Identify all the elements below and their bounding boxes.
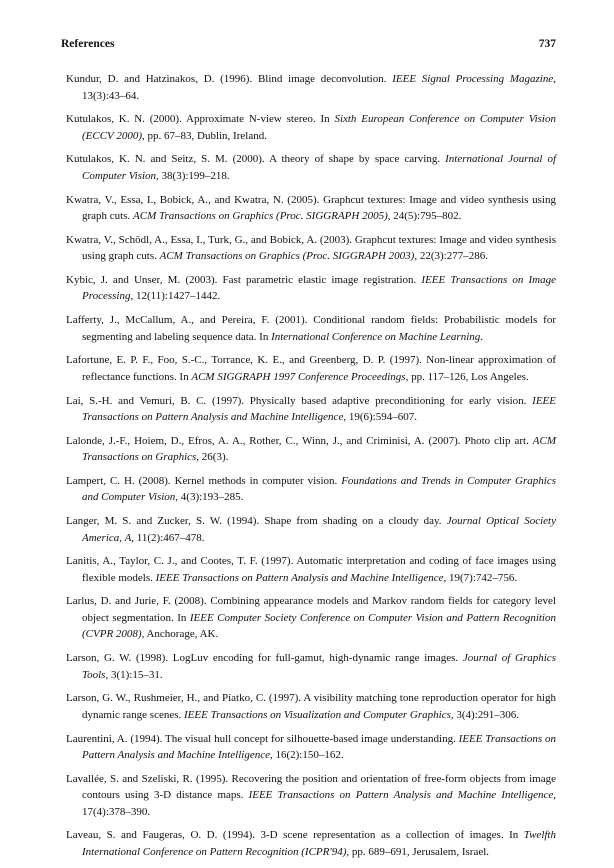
reference-list [66,71,556,868]
reference-venue: IEEE Signal Processing Magazine [392,73,554,85]
reference-venue: IEEE Transactions on Pattern Analysis and Machine Intelligence [82,732,556,761]
page-number: 737 [538,38,556,50]
reference-authors-title: Kutulakos, K. N. (2000). Approximate N-view stereo. In [66,113,335,126]
reference-entry [66,111,556,144]
reference-venue: IEEE Transactions on Image Processing [82,273,556,303]
reference-details: , 26(3). [196,451,229,464]
reference-venue: Journal of Graphics Tools [82,652,556,681]
reference-details: , pp. 117–126, Los Angeles. [405,370,529,383]
reference-authors-title: Kybic, J. and Unser, M. (2003). Fast parametric elastic image registration. [66,273,422,286]
reference-venue: Foundations and Trends in Computer Graphics and Computer Vision [82,474,556,504]
reference-entry [66,473,556,506]
reference-venue: ACM Transactions on Graphics (Proc. SIGGRAPH 2005) [133,210,388,223]
reference-authors-title: Lampert, C. H. (2008). Kernel methods in computer vision. [66,474,342,487]
reference-authors-title: Larlus, D. and Jurie, F. (2008). Combining appearance models and Markov random fields for category level object segmentation. In [66,595,556,624]
reference-venue: International Journal of Computer Vision [82,153,556,182]
reference-venue: ACM SIGGRAPH 1997 Conference Proceedings [191,370,406,383]
reference-details: , 13(3):43–64. [82,73,556,102]
reference-authors-title: Lafortune, E. P. F., Foo, S.-C., Torrance, K. E., and Greenberg, D. P. (1997). Non-linear approximation of reflectance functions. In [66,354,556,383]
reference-details: , 19(7):742–756. [443,571,518,584]
reference-authors-title: Lanitis, A., Taylor, C. J., and Cootes, T. F. (1997). Automatic interpretation and coding of face images using flexible models. [66,555,556,584]
section-title: References [61,38,115,50]
reference-entry [66,272,556,305]
reference-authors-title: Langer, M. S. and Zucker, S. W. (1994). Shape from shading on a cloudy day. [66,515,447,528]
reference-entry [66,593,556,643]
reference-entry [66,433,556,466]
reference-details: , pp. 689–691, Jerusalem, Israel. [346,845,490,858]
reference-entry [66,352,556,385]
reference-entry [66,393,556,426]
reference-authors-title: Laurentini, A. (1994). The visual hull concept for silhouette-based image understanding. [66,732,459,745]
reference-authors-title: Larson, G. W. (1998). LogLuv encoding for full-gamut, high-dynamic range images. [66,652,463,665]
reference-details: , 17(4):378–390. [82,789,556,818]
reference-venue: Twelfth International Conference on Pattern Recognition (ICPR'94) [82,829,556,858]
reference-details: , 16(2):150–162. [269,749,344,761]
reference-venue: International Conference on Machine Learning [271,330,481,343]
reference-entry [66,731,556,764]
reference-details: , 3(1):15–31. [105,668,163,681]
reference-venue: IEEE Transactions on Pattern Analysis and Machine Intelligence [248,789,554,802]
reference-entry [66,827,556,860]
reference-entry [66,513,556,546]
reference-authors-title: Larson, G. W., Rushmeier, H., and Piatko, C. (1997). A visibility matching tone reproduction operator for high dynamic range scenes. [66,692,556,721]
reference-details: , pp. 67–83, Dublin, Ireland. [142,129,267,142]
reference-authors-title: Kutulakos, K. N. and Seitz, S. M. (2000). A theory of shape by space carving. [66,153,446,166]
running-header [61,38,556,54]
reference-details: , 4(3):193–285. [175,491,244,504]
reference-entry [66,553,556,586]
reference-entry [66,232,556,265]
reference-venue: IEEE Transactions on Pattern Analysis and Machine Intelligence [82,394,556,423]
reference-venue: IEEE Computer Society Conference on Computer Vision and Pattern Recognition (CVPR 2008) [82,611,556,641]
reference-authors-title: Laveau, S. and Faugeras, O. D. (1994). 3-D scene representation as a collection of images. In [66,829,524,842]
reference-entry [66,650,556,683]
reference-details: , 22(3):277–286. [414,250,488,263]
reference-details: , Anchorage, AK. [141,628,219,641]
reference-details: . [480,330,483,343]
reference-venue: Sixth European Conference on Computer Vision (ECCV 2000) [82,113,556,142]
reference-venue: Journal Optical Society America, A [82,515,556,544]
reference-details: , 11(2):467–478. [131,531,205,544]
reference-venue: IEEE Transactions on Pattern Analysis and Machine Intelligence [155,571,444,584]
reference-entry [66,151,556,184]
reference-entry [66,690,556,723]
reference-authors-title: Kundur, D. and Hatzinakos, D. (1996). Blind image deconvolution. [66,73,393,85]
reference-venue: IEEE Transactions on Visualization and Computer Graphics [184,708,451,721]
reference-authors-title: Lafferty, J., McCallum, A., and Pereira, F. (2001). Conditional random fields: Probabilistic models for segmenting and labeling sequence data. In [66,314,556,343]
reference-authors-title: Kwatra, V., Schödl, A., Essa, I., Turk, G., and Bobick, A. (2003). Graphcut textures: Image and video synthesis using graph cuts. [66,233,556,263]
reference-entry [66,192,556,225]
reference-authors-title: Lavallée, S. and Szeliski, R. (1995). Recovering the position and orientation of free-form objects from image contours using 3-D distance maps. [66,772,556,802]
reference-authors-title: Kwatra, V., Essa, I., Bobick, A., and Kwatra, N. (2005). Graphcut textures: Image and video synthesis using graph cuts. [66,193,556,223]
reference-details: , 3(4):291–306. [450,708,520,721]
reference-venue: ACM Transactions on Graphics (Proc. SIGGRAPH 2003) [159,250,415,263]
reference-entry [66,312,556,345]
reference-venue: ACM Transactions on Graphics [82,434,556,464]
reference-details: , 38(3):199–218. [156,169,230,182]
reference-details: , 12(11):1427–1442. [130,290,221,303]
reference-details: , 24(5):795–802. [387,210,462,223]
reference-details: , 19(6):594–607. [343,411,417,423]
reference-entry [66,71,556,104]
reference-entry [66,771,556,821]
reference-authors-title: Lai, S.-H. and Vemuri, B. C. (1997). Physically based adaptive preconditioning for early vision. [66,394,533,407]
reference-authors-title: Lalonde, J.-F., Hoiem, D., Efros, A. A., Rother, C., Winn, J., and Criminisi, A. (2007). Photo clip art. [66,434,533,447]
